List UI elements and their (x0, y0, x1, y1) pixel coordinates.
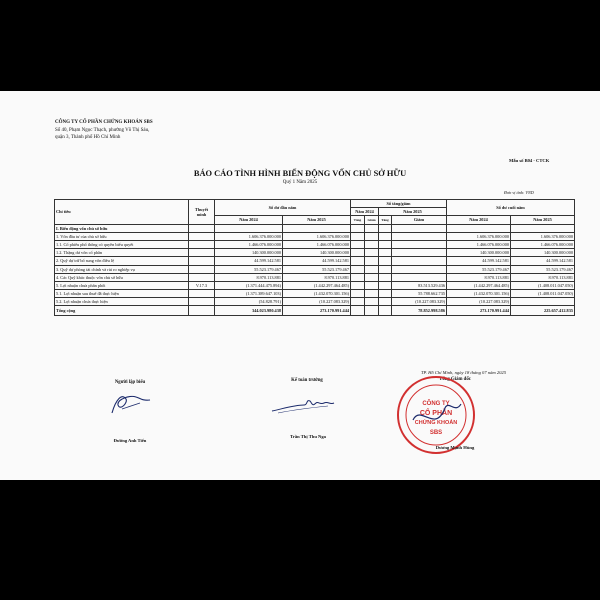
col-closing-2025: Năm 2025 (511, 216, 575, 224)
row-closing-2024: (10.227.083.329) (447, 298, 511, 306)
row-note (189, 257, 215, 265)
total-opening-2025: 273.170.991.444 (283, 306, 351, 316)
total-opening-2024: 344.023.980.438 (215, 306, 283, 316)
currency-unit: Đơn vị tính: VND (504, 190, 534, 195)
row-note (189, 290, 215, 298)
table-row (55, 281, 575, 289)
row-giam-2024 (365, 265, 379, 273)
table-row (55, 290, 575, 298)
row-note (189, 298, 215, 306)
row-tang-2025 (379, 232, 392, 240)
header-row-1 (55, 200, 575, 208)
director-title: Tổng Giám đốc (439, 377, 471, 382)
row-giam-2025 (392, 249, 447, 257)
row-closing-2025: (1.408.011.047.050) (511, 290, 575, 298)
row-item: 5.2. Lợi nhuận chưa thực hiện (55, 298, 189, 306)
report-title: BÁO CÁO TÌNH HÌNH BIẾN ĐỘNG VỐN CHỦ SỞ HỮU (193, 169, 407, 178)
table-row (55, 240, 575, 248)
row-closing-2025: 140.300.000.000 (511, 249, 575, 257)
table-row (55, 232, 575, 240)
row-tang-2025 (379, 273, 392, 281)
total-closing-2025: 225.657.412.835 (511, 306, 575, 316)
row-closing-2025: 1.606.376.000.000 (511, 232, 575, 240)
row-tang-2025 (379, 298, 392, 306)
report-period: Quý 1 Năm 2025 (282, 180, 318, 185)
table-row (55, 249, 575, 257)
row-opening-2024: 55.523.179.467 (215, 265, 283, 273)
row-giam-2025 (392, 240, 447, 248)
accountant-title: Kế toán trưởng (291, 378, 323, 383)
company-seal-icon (395, 374, 477, 456)
row-giam-2024 (365, 249, 379, 257)
col-change-2024-header: Năm 2024 (351, 208, 379, 216)
row-giam-2025 (392, 232, 447, 240)
row-closing-2024: 140.300.000.000 (447, 249, 511, 257)
row-giam-2024 (365, 281, 379, 289)
row-tang-2025 (379, 290, 392, 298)
table-row (55, 298, 575, 306)
col-opening-header: Số dư đầu năm (215, 200, 351, 216)
row-giam-2025: (10.227.083.329) (392, 298, 447, 306)
row-closing-2025: (1.408.011.047.050) (511, 281, 575, 289)
row-item: 1. Vốn đầu tư của chủ sở hữu (55, 232, 189, 240)
row-closing-2025: 55.523.179.467 (511, 265, 575, 273)
row-closing-2025: 8.970.113.881 (511, 273, 575, 281)
row-opening-2025: (1.442.297.464.485) (283, 281, 351, 289)
row-item: 1.2. Thặng dư vốn cổ phần (55, 249, 189, 257)
preparer-title: Người lập biểu (114, 380, 146, 385)
accountant-signature-icon (268, 391, 348, 417)
row-opening-2025: 1.606.376.000.000 (283, 232, 351, 240)
row-tang-2024 (351, 232, 365, 240)
stamp-line3: CHỨNG KHOÁN (414, 420, 458, 426)
col-item-header: Chỉ tiêu (55, 200, 189, 225)
col-closing-header: Số dư cuối năm (447, 200, 575, 216)
place-date: TP. Hồ Chí Minh, ngày 18 tháng 07 năm 2025 (421, 370, 507, 375)
col-note-header: Thuyết minh (189, 200, 215, 225)
row-closing-2025: 1.466.076.000.000 (511, 240, 575, 248)
row-tang-2025 (379, 265, 392, 273)
row-opening-2025: 55.523.179.467 (283, 265, 351, 273)
row-giam-2025: 55.788.662.735 (392, 290, 447, 298)
row-note (189, 273, 215, 281)
col-change-2025-header: Năm 2025 (379, 208, 447, 216)
table-row (55, 273, 575, 281)
row-giam-2025: 83.513.529.436 (392, 281, 447, 289)
row-tang-2024 (351, 281, 365, 289)
row-note (189, 232, 215, 240)
col-opening-2024: Năm 2024 (215, 216, 283, 224)
stamp-line2: CỔ PHẦN (419, 410, 453, 417)
company-header (55, 119, 153, 142)
company-address-line1: Số 40, Phạm Ngọc Thạch, phường Võ Thị Sáu, (55, 127, 150, 133)
section-row (55, 224, 575, 232)
row-opening-2024: 140.300.000.000 (215, 249, 283, 257)
row-item: 1.1. Cổ phiếu phổ thông có quyền biểu quyết (55, 240, 189, 248)
col-opening-2025: Năm 2025 (283, 216, 351, 224)
row-tang-2025 (379, 281, 392, 289)
row-closing-2024: 1.466.076.000.000 (447, 240, 511, 248)
row-opening-2025: (10.227.083.329) (283, 298, 351, 306)
row-giam-2024 (365, 298, 379, 306)
row-opening-2024: (1.371.444.475.894) (215, 281, 283, 289)
col-closing-2024: Năm 2024 (447, 216, 511, 224)
row-note (189, 240, 215, 248)
row-opening-2024: 1.606.376.000.000 (215, 232, 283, 240)
total-row (55, 306, 575, 316)
row-giam-2024 (365, 290, 379, 298)
total-change-2025: 78.852.998.586 (392, 306, 447, 316)
row-closing-2024: 1.606.376.000.000 (447, 232, 511, 240)
row-closing-2025 (511, 298, 575, 306)
row-tang-2024 (351, 273, 365, 281)
director-name: Dương Mạnh Hùng (435, 445, 475, 450)
row-opening-2024: 8.970.113.881 (215, 273, 283, 281)
equity-changes-table (54, 199, 575, 316)
row-opening-2024: (54.828.791) (215, 298, 283, 306)
table-row (55, 265, 575, 273)
row-tang-2024 (351, 265, 365, 273)
row-tang-2025 (379, 240, 392, 248)
row-tang-2024 (351, 249, 365, 257)
row-closing-2024: (1.442.297.464.485) (447, 281, 511, 289)
col-giam-2025: Giảm (392, 216, 447, 224)
row-giam-2025 (392, 265, 447, 273)
col-change-header: Số tăng/giảm (351, 200, 447, 208)
row-tang-2024 (351, 290, 365, 298)
row-closing-2024: 55.523.179.467 (447, 265, 511, 273)
row-item: 5. Lợi nhuận chưa phân phối (55, 281, 189, 289)
table-body (55, 232, 575, 306)
total-closing-2024: 273.170.991.444 (447, 306, 511, 316)
row-tang-2025 (379, 249, 392, 257)
row-giam-2025 (392, 273, 447, 281)
col-tang-2025: Tăng (379, 216, 392, 224)
row-item: 3. Quỹ dự phòng tài chính và rủi ro nghiệp vụ (55, 265, 189, 273)
row-opening-2025: (1.432.070.301.156) (283, 290, 351, 298)
row-giam-2024 (365, 257, 379, 265)
accountant-name: Trần Thị Thu Nga (290, 434, 326, 439)
row-opening-2024: 44.599.142.581 (215, 257, 283, 265)
row-giam-2025 (392, 257, 447, 265)
row-giam-2024 (365, 240, 379, 248)
row-note (189, 249, 215, 257)
row-closing-2024: 8.970.113.881 (447, 273, 511, 281)
row-closing-2025: 44.599.142.581 (511, 257, 575, 265)
row-opening-2025: 8.970.113.881 (283, 273, 351, 281)
row-note: V.17.3 (189, 281, 215, 289)
row-opening-2024: (1.371.389.647.103) (215, 290, 283, 298)
row-opening-2025: 1.466.076.000.000 (283, 240, 351, 248)
row-opening-2025: 44.599.142.581 (283, 257, 351, 265)
col-giam-2024: Giảm (365, 216, 379, 224)
preparer-name: Đường Anh Tiến (113, 438, 147, 443)
row-item: 2. Quỹ dự trữ bổ sung vốn điều lệ (55, 257, 189, 265)
company-address-line2: quận 3, Thành phố Hồ Chí Minh (55, 135, 121, 140)
row-closing-2024: 44.599.142.581 (447, 257, 511, 265)
row-giam-2024 (365, 273, 379, 281)
row-closing-2024: (1.432.070.301.156) (447, 290, 511, 298)
row-tang-2024 (351, 240, 365, 248)
section-title: I. Biến động vốn chủ sở hữu (55, 224, 189, 232)
row-item: 4. Các Quỹ khác thuộc vốn chủ sở hữu (55, 273, 189, 281)
row-note (189, 265, 215, 273)
stamp-line4: SBS (429, 430, 443, 436)
total-label: Tổng cộng (55, 306, 189, 316)
document-page (0, 91, 600, 480)
row-item: 5.1. Lợi nhuận sau thuế đã thực hiện (55, 290, 189, 298)
preparer-signature-icon (100, 389, 160, 417)
row-opening-2024: 1.466.076.000.000 (215, 240, 283, 248)
table-row (55, 257, 575, 265)
row-tang-2024 (351, 257, 365, 265)
row-tang-2024 (351, 298, 365, 306)
row-giam-2024 (365, 232, 379, 240)
row-opening-2025: 140.300.000.000 (283, 249, 351, 257)
stamp-line1: CÔNG TY (422, 401, 450, 407)
company-name: CÔNG TY CỔ PHẦN CHỨNG KHOÁN SBS (55, 120, 153, 125)
col-tang-2024: Tăng (351, 216, 365, 224)
row-tang-2025 (379, 257, 392, 265)
form-number: Mẫu số B04 - CTCK (509, 158, 550, 163)
